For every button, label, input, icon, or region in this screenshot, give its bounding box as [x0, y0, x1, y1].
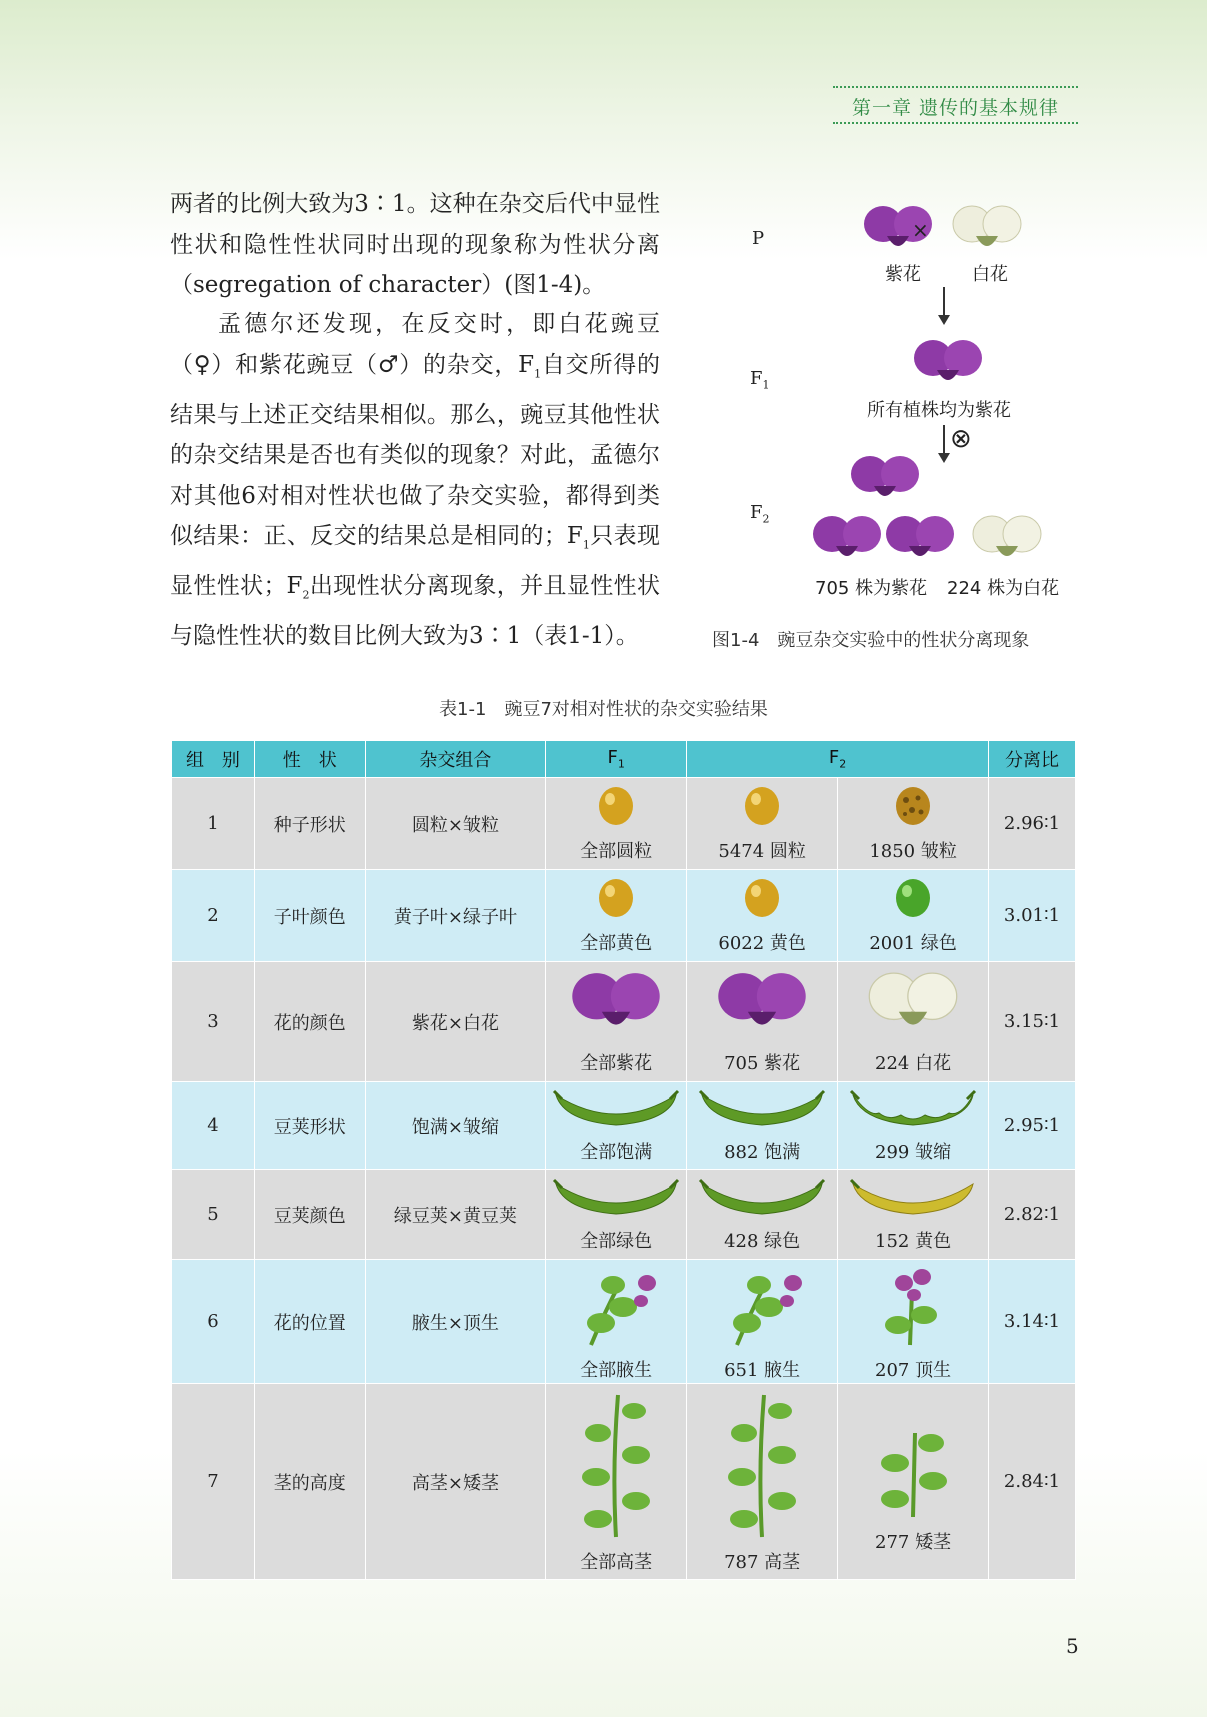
header-cross: 杂交组合: [365, 741, 546, 778]
cell-cross: 饱满×皱缩: [365, 1082, 546, 1170]
header-f1-sub: 1: [617, 757, 625, 771]
table-row: [172, 962, 1076, 1082]
header-trait: 性 状: [254, 741, 365, 778]
table-row: [172, 778, 1076, 870]
cell-f2a: [687, 778, 838, 870]
cell-f2b: [838, 962, 989, 1082]
table-row: [172, 1082, 1076, 1170]
cell-label: 全部圆粒: [580, 841, 653, 862]
cell-f1: [546, 1082, 687, 1170]
cell-label: 2001 绿色: [869, 933, 957, 954]
cell-label: 全部黄色: [580, 933, 653, 954]
cell-label: 207 顶生: [875, 1360, 952, 1381]
yellow-pod-icon: [849, 1176, 977, 1223]
axial-plant-icon: [561, 1261, 671, 1352]
paragraph-reciprocal-cross: [170, 304, 660, 657]
f2-subscript: 2: [762, 512, 770, 526]
p2-text-3: 只表现显性性状；F: [170, 523, 661, 600]
cell-trait: 豆荚颜色: [254, 1170, 365, 1260]
cell-ratio: 3.14∶1: [989, 1260, 1076, 1384]
cell-label: 705 紫花: [724, 1053, 801, 1074]
arrow-p-to-f1: [943, 287, 945, 323]
f2-purple-flower-icon: [850, 452, 920, 508]
generation-f1-label: [750, 368, 770, 392]
cell-trait: 豆荚形状: [254, 1082, 365, 1170]
cell-ratio: 3.15∶1: [989, 962, 1076, 1082]
cell-label: 全部高茎: [580, 1552, 653, 1573]
cell-trait: 子叶颜色: [254, 870, 365, 962]
table-row: [172, 1260, 1076, 1384]
cell-trait: 茎的高度: [254, 1384, 365, 1580]
cell-f2b: [838, 1384, 989, 1580]
cell-label: 6022 黄色: [718, 933, 806, 954]
cell-group: 5: [172, 1170, 255, 1260]
cell-f2b: [838, 1170, 989, 1260]
header-ratio: 分离比: [989, 741, 1076, 778]
table-row: [172, 870, 1076, 962]
chapter-header: [833, 86, 1078, 124]
figure-1-4: [700, 190, 1120, 660]
cell-f2a: [687, 870, 838, 962]
yellow-seed-icon: [742, 876, 782, 925]
cross-symbol: ×: [912, 218, 929, 242]
generation-p-label: P: [752, 228, 765, 249]
p2-sub-1: 1: [534, 367, 542, 381]
cell-f2b: [838, 1082, 989, 1170]
figure-caption: 图1-4 豌豆杂交实验中的性状分离现象: [712, 630, 1030, 651]
f2-purple-flower-icon: [812, 512, 882, 568]
f1-purple-flower-icon: [913, 336, 983, 392]
cell-f1: [546, 870, 687, 962]
table-caption: 表1-1 豌豆7对相对性状的杂交实验结果: [439, 699, 768, 720]
cell-trait: 花的颜色: [254, 962, 365, 1082]
cell-ratio: 2.96∶1: [989, 778, 1076, 870]
cell-label: 882 饱满: [724, 1142, 801, 1163]
f2-letter: F: [750, 502, 763, 523]
white-label: 白花: [972, 264, 1008, 285]
full-pod-icon: [552, 1087, 680, 1134]
cell-cross: 绿豆荚×黄豆荚: [365, 1170, 546, 1260]
cell-group: 3: [172, 962, 255, 1082]
green-seed-icon: [893, 876, 933, 925]
f2-white-flower-icon: [972, 512, 1042, 568]
cell-ratio: 3.01∶1: [989, 870, 1076, 962]
cell-f2a: [687, 1170, 838, 1260]
table-row: [172, 1384, 1076, 1580]
cell-cross: 圆粒×皱粒: [365, 778, 546, 870]
cell-group: 6: [172, 1260, 255, 1384]
header-top-rule: [833, 86, 1078, 88]
results-table: [171, 740, 1076, 1580]
cell-group: 7: [172, 1384, 255, 1580]
green-pod-icon: [552, 1176, 680, 1223]
cell-label: 787 高茎: [724, 1552, 801, 1573]
header-f2-sub: 2: [839, 757, 847, 771]
white-flower-icon: [868, 968, 958, 1045]
tall-plant-icon: [566, 1389, 666, 1544]
cell-f2a: [687, 962, 838, 1082]
cell-cross: 紫花×白花: [365, 962, 546, 1082]
terminal-plant-icon: [858, 1261, 968, 1352]
p2-sub-2: 1: [582, 538, 590, 552]
round-seed-icon: [742, 784, 782, 833]
cell-f2a: [687, 1384, 838, 1580]
cell-trait: 种子形状: [254, 778, 365, 870]
cell-group: 1: [172, 778, 255, 870]
tall-plant-icon: [712, 1389, 812, 1544]
header-f2-letter: F: [828, 747, 840, 769]
dwarf-plant-icon: [863, 1409, 963, 1524]
cell-f1: [546, 1170, 687, 1260]
f2-purple-count: 705 株为紫花: [815, 578, 928, 599]
cell-f2b: [838, 778, 989, 870]
p2-sub-3: 2: [302, 588, 310, 602]
cell-cross: 高茎×矮茎: [365, 1384, 546, 1580]
white-flower-icon: [952, 202, 1022, 258]
cell-label: 全部饱满: [580, 1142, 653, 1163]
f1-letter: F: [750, 368, 763, 389]
cell-cross: 黄子叶×绿子叶: [365, 870, 546, 962]
p2-text-4: 出现性状分离现象，并且显性性状与隐性性状的数目比例大致为3∶1（表1-1）。: [170, 573, 661, 650]
cell-label: 5474 圆粒: [718, 841, 806, 862]
cell-label: 全部绿色: [580, 1231, 653, 1252]
cell-ratio: 2.84∶1: [989, 1384, 1076, 1580]
cell-label: 277 矮茎: [875, 1532, 952, 1553]
cell-f2b: [838, 870, 989, 962]
constricted-pod-icon: [849, 1087, 977, 1134]
cell-f2a: [687, 1260, 838, 1384]
header-f1: [546, 741, 687, 778]
green-pod-icon: [698, 1176, 826, 1223]
cell-cross: 腋生×顶生: [365, 1260, 546, 1384]
header-f2: [687, 741, 989, 778]
cell-label: 全部紫花: [580, 1053, 653, 1074]
p2-text-2: 自交所得的结果与上述正交结果相似。那么，豌豆其他性状的杂交结果是否也有类似的现象？对此，孟德尔对其他6对相对性状也做了杂交实验，都得到类似结果：正、反交的结果总是相同的；F: [170, 351, 661, 550]
f2-white-count: 224 株为白花: [947, 578, 1060, 599]
chapter-title: 第一章 遗传的基本规律: [851, 97, 1060, 119]
cell-ratio: 2.82∶1: [989, 1170, 1076, 1260]
f1-subscript: 1: [762, 378, 770, 392]
generation-f2-label: [750, 502, 770, 526]
full-pod-icon: [698, 1087, 826, 1134]
axial-plant-icon: [707, 1261, 817, 1352]
cell-f1: [546, 778, 687, 870]
page-number: 5: [1066, 1634, 1079, 1658]
wrinkled-seed-icon: [893, 784, 933, 833]
f1-result-text: 所有植株均为紫花: [867, 400, 1011, 421]
cell-ratio: 2.95∶1: [989, 1082, 1076, 1170]
cell-label: 428 绿色: [724, 1231, 801, 1252]
arrow-f1-to-f2: [943, 425, 945, 461]
cell-f2a: [687, 1082, 838, 1170]
header-group: 组 别: [172, 741, 255, 778]
f2-purple-flower-icon: [885, 512, 955, 568]
p2-text-1: 孟德尔还发现，在反交时，即白花豌豆（♀）和紫花豌豆（♂）的杂交，F: [170, 311, 660, 378]
cell-group: 2: [172, 870, 255, 962]
self-cross-icon: ⊗: [950, 424, 972, 454]
cell-label: 152 黄色: [875, 1231, 952, 1252]
purple-flower-icon: [717, 968, 807, 1045]
table-header-row: [172, 741, 1076, 778]
cell-group: 4: [172, 1082, 255, 1170]
purple-flower-icon: [571, 968, 661, 1045]
purple-label: 紫花: [885, 264, 921, 285]
cell-f1: [546, 962, 687, 1082]
table-row: [172, 1170, 1076, 1260]
cell-label: 299 皱缩: [875, 1142, 952, 1163]
cell-label: 651 腋生: [724, 1360, 801, 1381]
cell-f1: [546, 1384, 687, 1580]
header-f1-letter: F: [607, 747, 618, 769]
cell-trait: 花的位置: [254, 1260, 365, 1384]
paragraph-segregation: 两者的比例大致为3∶1。这种在杂交后代中显性性状和隐性性状同时出现的现象称为性状分离（segregation of character）(图1-4)。: [170, 191, 660, 298]
cell-label: 224 白花: [875, 1053, 952, 1074]
round-seed-icon: [596, 784, 636, 833]
cell-label: 1850 皱粒: [869, 841, 957, 862]
header-bottom-rule: [833, 122, 1078, 124]
cell-label: 全部腋生: [580, 1360, 653, 1381]
cell-f1: [546, 1260, 687, 1384]
yellow-seed-icon: [596, 876, 636, 925]
cell-f2b: [838, 1260, 989, 1384]
